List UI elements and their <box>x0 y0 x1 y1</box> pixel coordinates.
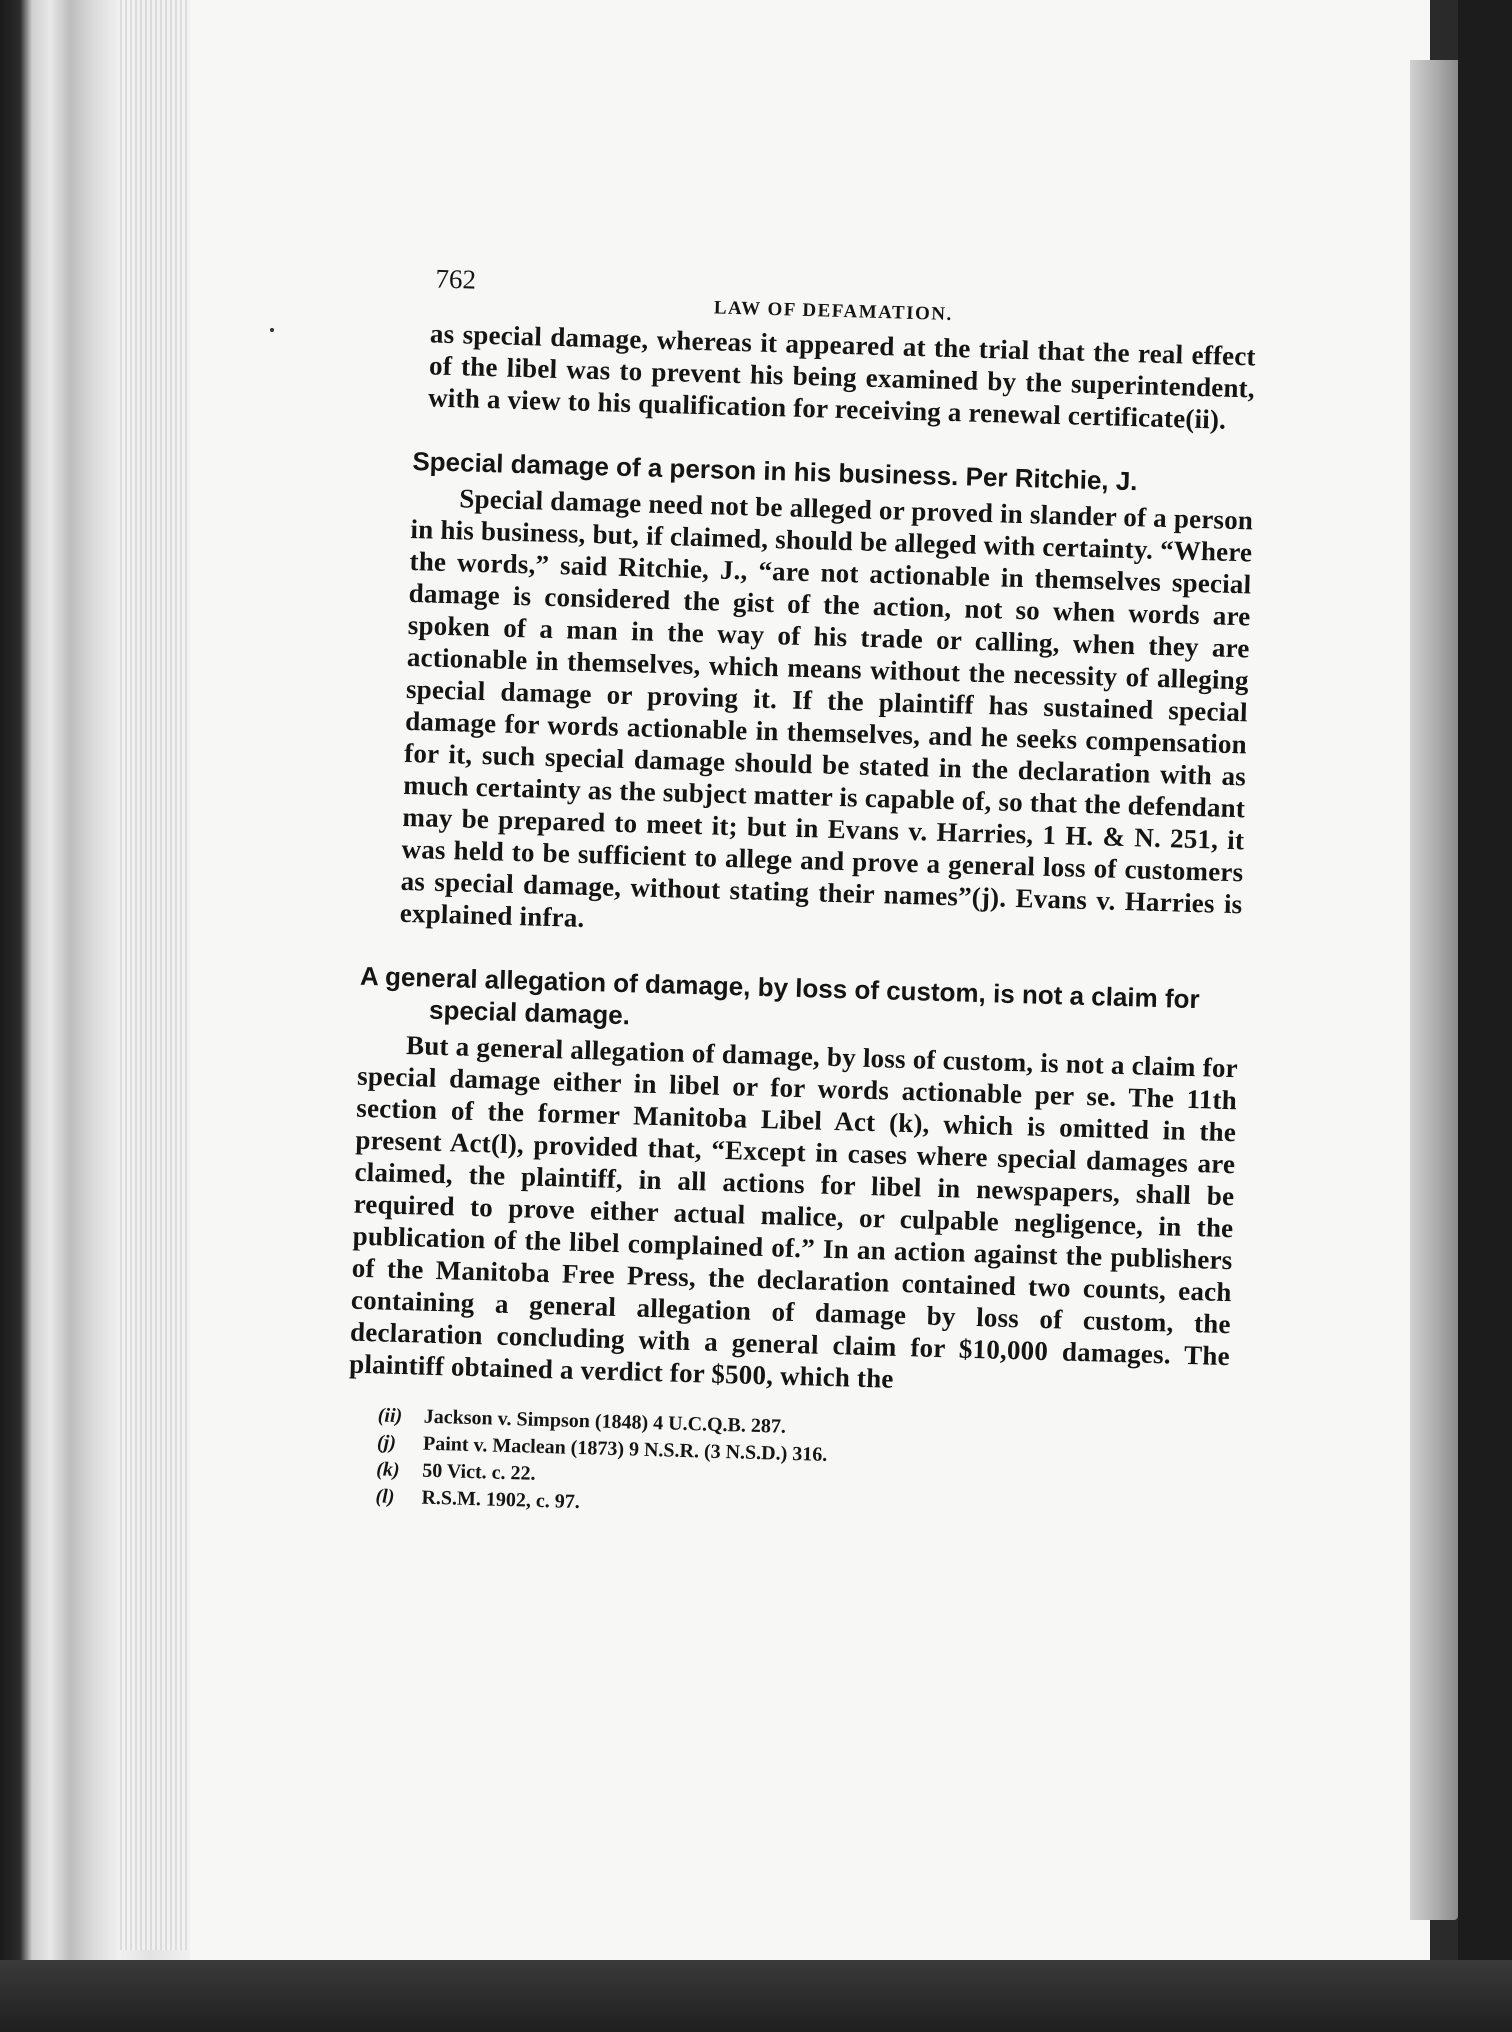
footnote-mark: (l) <box>375 1485 395 1508</box>
background-right <box>1458 0 1512 2032</box>
section-special-damage-business <box>399 445 1254 952</box>
right-page-edge <box>1410 60 1458 1920</box>
section-general-allegation <box>349 960 1240 1404</box>
background-bottom <box>0 1960 1512 2032</box>
footnote-text: 50 Vict. c. 22. <box>421 1459 536 1485</box>
paragraph-continuation: as special damage, whereas it appeared at the trial that the real effect of the libel was to prevent his being examined by the superintendent, with a view to his qualification for receiving a renewal certificate(ii). <box>427 318 1257 435</box>
speck <box>270 328 274 332</box>
footnote-mark: (k) <box>375 1458 400 1482</box>
page-number: 762 <box>435 263 477 295</box>
paragraph-body: But a general allegation of damage, by loss of custom, is not a claim for special damage either in libel or for words actionable per se. The 11th section of the former Manitoba Libel Act (k), which is omitted in the present Act(l), provided that, “Except in cases where special damages are claimed, the plaintiff, in all actions for libel in newspapers, shall be required to prove either actual malice, or culpable negligence, in the publication of the libel complained of.” In an action against the publishers of the Manitoba Free Press, the declaration contained two counts, each containing a general allegation of damage by loss of custom, the declaration concluding with a general claim for $10,000 damages. The plaintiff obtained a verdict for $500, which the <box>348 1030 1239 1394</box>
section-heading: Special damage of a person in his business. Per Ritchie, J. <box>412 445 1138 497</box>
footnote-text: Paint v. Maclean (1873) 9 N.S.R. (3 N.S.D.) 316. <box>422 1432 828 1466</box>
footnote-mark: (ii) <box>377 1404 403 1428</box>
footnote-mark: (j) <box>376 1431 397 1454</box>
footnote-text: Jackson v. Simpson (1848) 4 U.C.Q.B. 287. <box>423 1405 787 1438</box>
footnote-text: R.S.M. 1902, c. 97. <box>421 1486 581 1514</box>
paragraph-body: Special damage need not be alleged or proved in slander of a person in his business, but, if claimed, should be alleged with certainty. “Where the words,” said Ritchie, J., “are not actionable in themselves special damage is considered the gist of the action, not so when words are spoken of a man in the way of his trade or calling, when they are actionable in themselves, which means without the necessity of alleging special damage or proving it. If the plaintiff has sustained special damage for words actionable in themselves, and he seeks compensation for it, such special damage should be stated in the declaration with as much certainty as the subject matter is capable of, so that the defendant may be prepared to meet it; but in Evans v. Harries, 1 H. & N. 251, it was held to be sufficient to allege and prove a general loss of customers as special damage, without stating their names”(j). Evans v. Harries is explained infra. <box>399 483 1254 933</box>
page-content <box>345 262 1260 1534</box>
section-heading: A general allegation of damage, by loss of custom, is not a claim for special damage. <box>359 960 1201 1031</box>
running-head-title: LAW OF DEFAMATION. <box>713 297 954 326</box>
